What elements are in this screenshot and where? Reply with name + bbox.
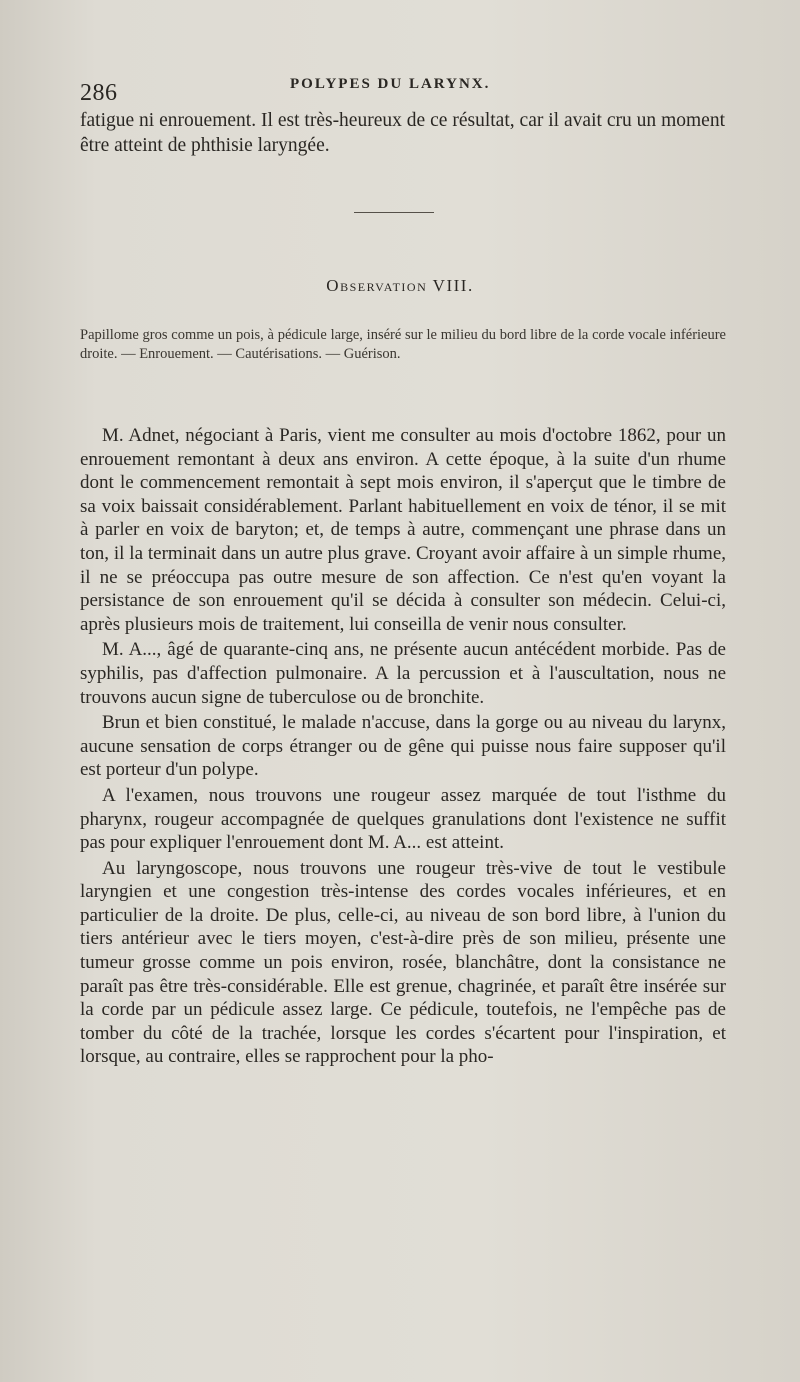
paragraph-2: M. A..., âgé de quarante-cinq ans, ne présente aucun antécédent morbide. Pas de syphilis, pas d'affection pulmonaire. A la percussion et à l'auscultation, nous ne trouvons aucun signe de tuberculose ou de bronchite. [80, 639, 726, 708]
paragraph-5: Au laryngoscope, nous trouvons une rougeur très-vive de tout le vestibule laryngien et une congestion très-intense des cordes vocales inférieures, et en particulier de la droite. De plus, celle-ci, au niveau de son bord libre, à l'union du tiers antérieur avec le tiers moyen, c'est-à-dire près de son milieu, présente une tumeur grosse comme un pois environ, rosée, blanchâtre, dont la consistance ne paraît pas être très-considérable. Elle est grenue, chagrinée, et paraît être insérée sur la corde par un pédicule assez large. Ce pédicule, toutefois, ne l'empêche pas de tomber du côté de la trachée, lorsque les cordes s'écartent pour l'inspiration, et lorsque, au contraire, elles se rapprochent pour la pho- [80, 857, 726, 1068]
paragraph-4: A l'examen, nous trouvons une rougeur assez marquée de tout l'isthme du pharynx, rougeur accompagnée de quelques granulations dont l'existence ne suffit pas pour expliquer l'enrouement dont M. A... est atteint. [80, 784, 726, 854]
carry-over-paragraph: fatigue ni enrouement. Il est très-heureux de ce résultat, car il avait cru un moment être atteint de phthisie laryngée. [80, 110, 725, 156]
section-divider [354, 212, 434, 213]
paragraph-3: Brun et bien constitué, le malade n'accuse, dans la gorge ou au niveau du larynx, aucune sensation de corps étranger ou de gêne qui puisse nous faire supposer qu'il est porteur d'un polype. [80, 712, 726, 781]
page-number: 286 [80, 80, 118, 106]
observation-title: Observation VIII. [326, 276, 474, 295]
running-head [80, 74, 725, 104]
paragraph-1: M. Adnet, négociant à Paris, vient me consulter au mois d'octobre 1862, pour un enrouement remontant à deux ans environ. A cette époque, à la suite d'un rhume dont le commencement remontait à sept mois environ, il s'aperçut que le timbre de sa voix baissait considérablement. Parlant habituellement en voix de ténor, il se mit à parler en voix de baryton; et, de temps à autre, commençant une phrase dans un ton, il la terminait dans un autre plus grave. Croyant avoir affaire à un simple rhume, il ne se préoccupa pas outre mesure de son affection. Ce n'est qu'en voyant la persistance de son enrouement qu'il se décida à consulter son médecin. Celui-ci, après plusieurs mois de traitement, lui conseilla de venir nous consulter. [80, 425, 726, 635]
body-text [80, 424, 726, 1071]
observation-summary: Papillome gros comme un pois, à pédicule large, inséré sur le milieu du bord libre de la corde vocale inférieure droite. — Enrouement. — Cautérisations. — Guérison. [80, 327, 726, 362]
running-title: POLYPES DU LARYNX. [290, 76, 491, 92]
